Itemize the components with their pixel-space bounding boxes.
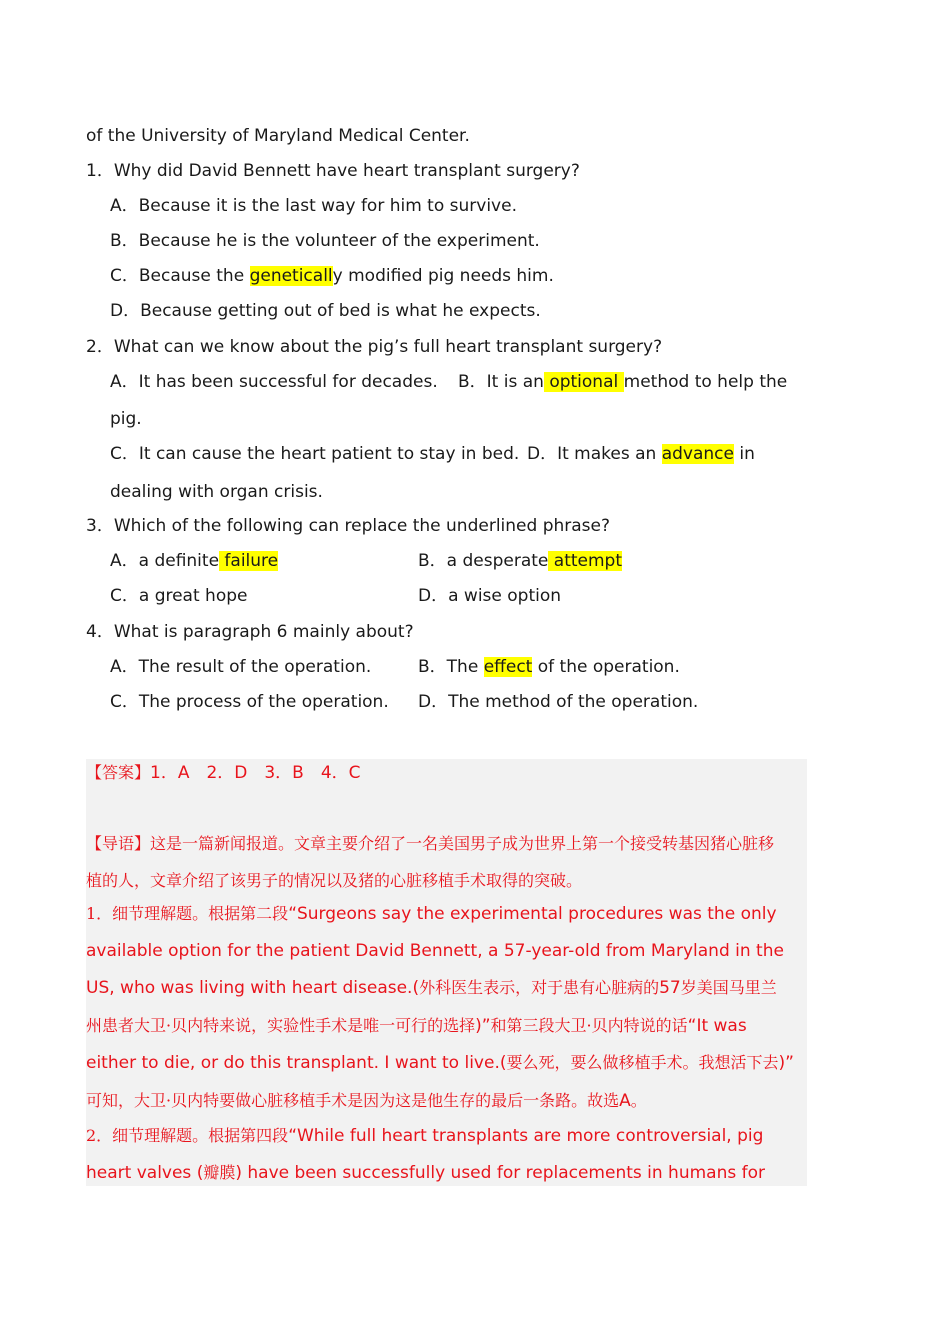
- answer-label: 【答案】: [86, 763, 151, 782]
- answer-line: [86, 762, 361, 784]
- question-2-stem: 2．What can we know about the pig’s full heart transplant surgery?: [86, 337, 663, 357]
- question-3-stem: 3．Which of the following can replace the underlined phrase?: [86, 516, 611, 536]
- question-1-option-b: B．Because he is the volunteer of the experiment.: [110, 231, 540, 251]
- explanation-2-line-1: [86, 1125, 763, 1147]
- explanation-quote: either to die, or do this transplant. I want to live.(: [86, 1053, 507, 1073]
- explanation-text: 外科医生表示，对于患有心脏病的: [419, 978, 660, 997]
- question-4-option-c: C．The process of the operation.: [110, 692, 389, 712]
- question-4-stem: 4．What is paragraph 6 mainly about?: [86, 622, 414, 642]
- question-1-option-a: A．Because it is the last way for him to survive.: [110, 196, 517, 216]
- explanation-1-line-6: [86, 1090, 647, 1112]
- option-text: B．a desperate: [418, 551, 549, 571]
- question-2-option-d: [527, 443, 755, 465]
- explanation-quote: heart valves (: [86, 1163, 204, 1183]
- explanation-text: 可知，大卫·贝内特要做心脏移植手术是因为这是他生存的最后一条路。故选: [86, 1091, 620, 1110]
- intro-line: of the University of Maryland Medical Center.: [86, 126, 470, 146]
- option-text: y modified pig needs him.: [332, 266, 554, 286]
- explanation-text: 1．细节理解题。根据第二段: [86, 904, 289, 923]
- question-1-stem: 1．Why did David Bennett have heart transplant surgery?: [86, 161, 580, 181]
- explanation-quote: “Surgeons say the experimental procedures was the only: [288, 904, 777, 924]
- question-3-option-d: D．a wise option: [418, 586, 562, 606]
- question-2-option-c: C．It can cause the heart patient to stay in bed.: [110, 444, 520, 464]
- question-1-option-c: [110, 265, 554, 287]
- explanation-1-line-1: [86, 903, 777, 925]
- question-4-option-b: [418, 656, 680, 678]
- explanation-1-line-5: [86, 1052, 794, 1074]
- highlighted-word: effect: [483, 657, 533, 677]
- question-4-option-a: A．The result of the operation.: [110, 657, 372, 677]
- explanation-1-line-4: [86, 1015, 747, 1037]
- question-2-option-b-continued: pig.: [110, 409, 142, 429]
- question-2-option-a: A．It has been successful for decades.: [110, 372, 438, 392]
- explanation-text: 2．细节理解题。根据第四段: [86, 1126, 289, 1145]
- option-text: B．The: [418, 657, 484, 677]
- option-text: of the operation.: [532, 657, 680, 677]
- explanation-1-line-2: available option for the patient David Bennett, a 57-year-old from Maryland in the: [86, 941, 784, 961]
- question-4-option-d: D．The method of the operation.: [418, 692, 699, 712]
- explanation-2-line-2: [86, 1162, 765, 1184]
- option-text: C．Because the: [110, 266, 250, 286]
- highlighted-word: optional: [543, 372, 624, 392]
- option-text: B．It is an: [458, 372, 544, 392]
- explanation-quote: US, who was living with heart disease.(: [86, 978, 420, 998]
- question-3-option-c: C．a great hope: [110, 586, 248, 606]
- explanation-text: 。: [630, 1091, 647, 1110]
- option-text: method to help the: [623, 372, 788, 392]
- explanation-text: 要么死，要么做移植手术。我想活下去: [506, 1053, 779, 1072]
- question-1-option-d: D．Because getting out of bed is what he expects.: [110, 301, 541, 321]
- question-3-option-b: [418, 550, 622, 572]
- highlighted-word: attempt: [548, 551, 623, 571]
- option-text: A．a definite: [110, 551, 220, 571]
- explanation-text: 州患者大卫·贝内特来说，实验性手术是唯一可行的选择: [86, 1016, 476, 1035]
- answer-text: 1．A 2．D 3．B 4．C: [150, 763, 361, 783]
- answer-explanation-box: [86, 759, 807, 1186]
- explanation-text: 和第三段大卫·贝内特说的话: [490, 1016, 688, 1035]
- guide-line-2: 植的人，文章介绍了该男子的情况以及猪的心脏移植手术取得的突破。: [86, 871, 583, 890]
- question-2-option-b: [458, 371, 787, 393]
- guide-label: 【导语】: [86, 834, 151, 853]
- highlighted-word: geneticall: [249, 266, 333, 286]
- explanation-number: 57: [659, 978, 681, 998]
- question-3-option-a: [110, 550, 278, 572]
- option-text: in: [734, 444, 755, 464]
- explanation-quote: )”: [778, 1053, 794, 1073]
- question-2-option-d-continued: dealing with organ crisis.: [110, 482, 323, 502]
- explanation-quote: ) have been successfully used for replacements in humans for: [235, 1163, 765, 1183]
- option-text: D．It makes an: [527, 444, 662, 464]
- explanation-text: 瓣膜: [203, 1163, 236, 1182]
- guide-text: 这是一篇新闻报道。文章主要介绍了一名美国男子成为世界上第一个接受转基因猪心脏移: [150, 834, 775, 853]
- explanation-quote: “While full heart transplants are more controversial, pig: [288, 1126, 764, 1146]
- explanation-quote: “It was: [687, 1016, 747, 1036]
- explanation-quote: )”: [475, 1016, 491, 1036]
- explanation-choice: A: [619, 1091, 631, 1111]
- highlighted-word: failure: [219, 551, 279, 571]
- highlighted-word: advance: [661, 444, 734, 464]
- explanation-text: 岁美国马里兰: [680, 978, 777, 997]
- explanation-1-line-3: [86, 977, 777, 999]
- guide-line-1: [86, 833, 774, 855]
